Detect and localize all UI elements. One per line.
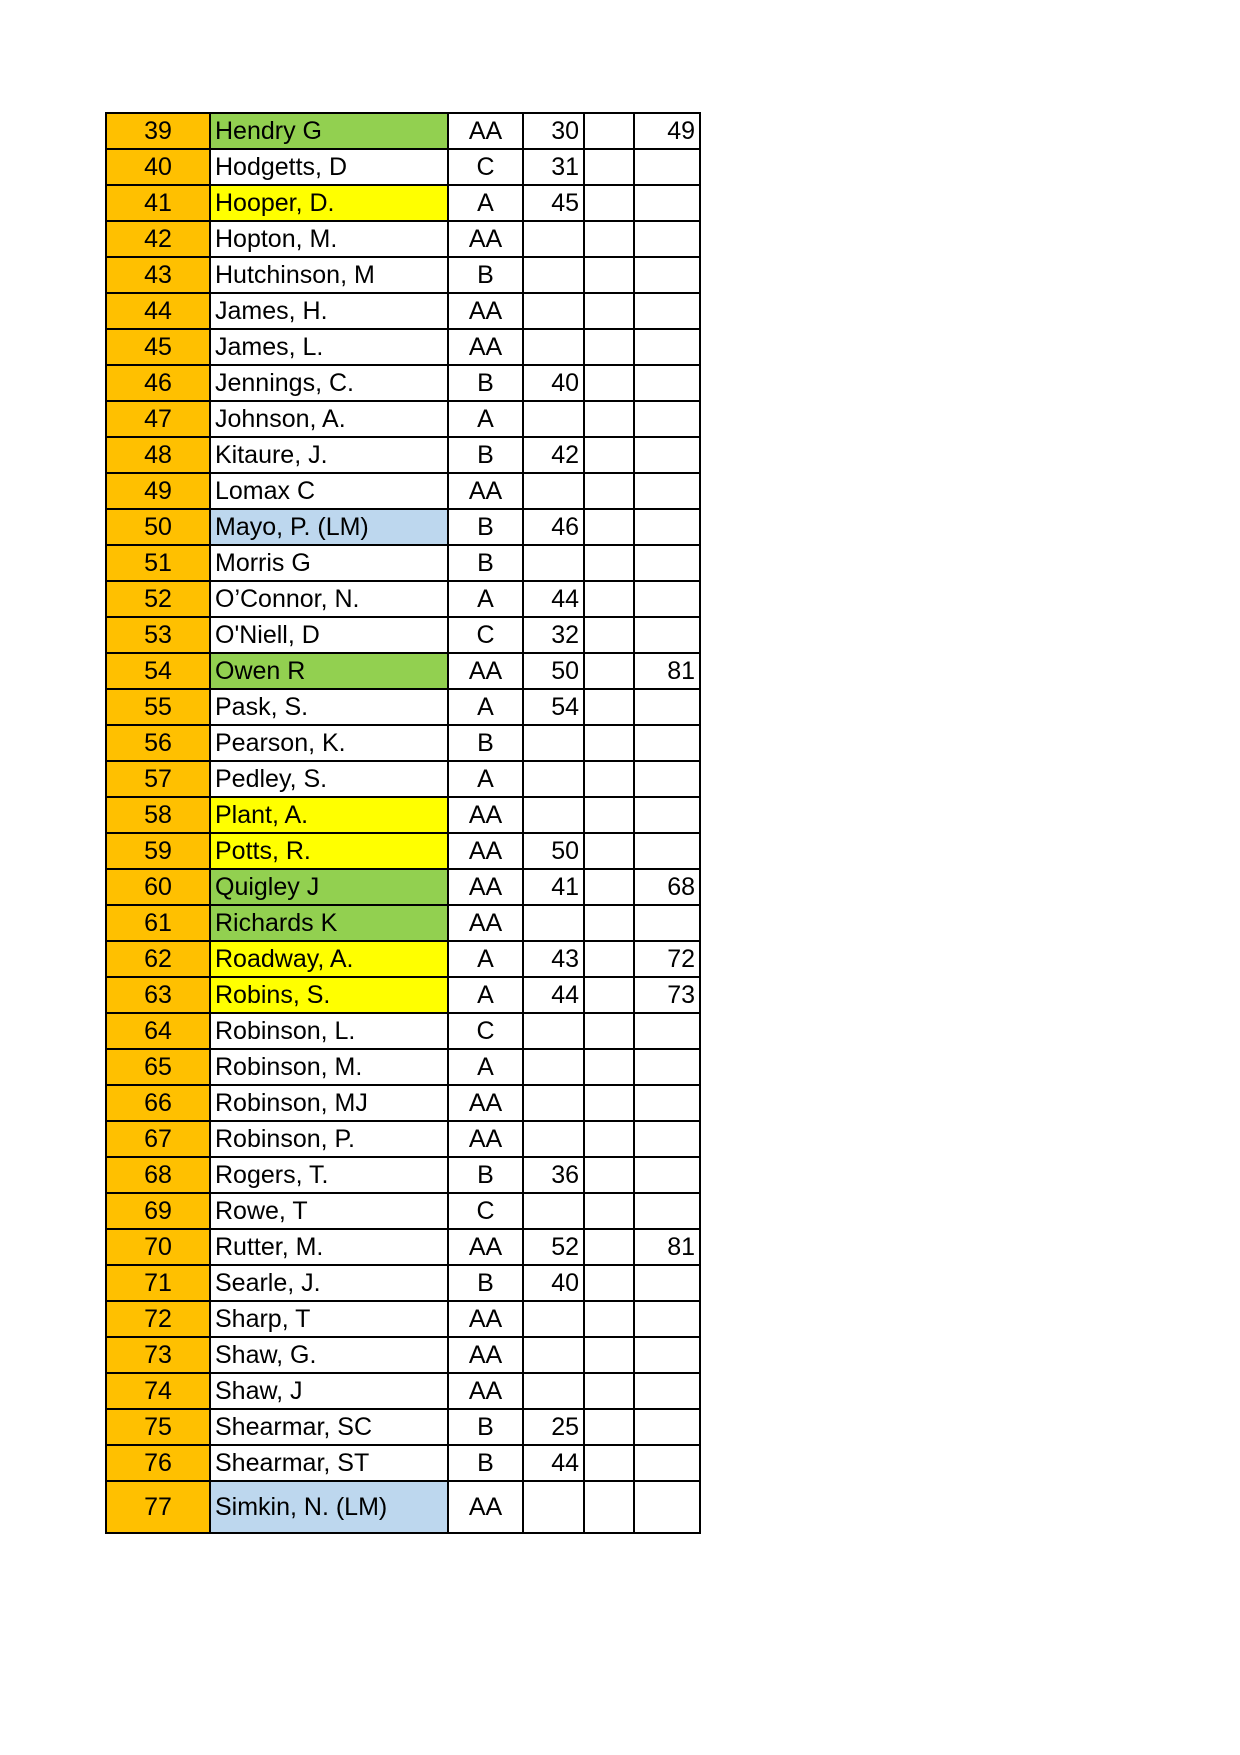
- member-name-cell[interactable]: Shearmar, ST: [210, 1445, 448, 1481]
- value-1-cell[interactable]: [523, 1373, 584, 1409]
- value-3-cell[interactable]: [634, 257, 700, 293]
- row-number-cell[interactable]: 57: [106, 761, 210, 797]
- value-2-cell[interactable]: [584, 905, 634, 941]
- row-number-cell[interactable]: 51: [106, 545, 210, 581]
- value-1-cell[interactable]: 54: [523, 689, 584, 725]
- grade-cell[interactable]: AA: [448, 653, 523, 689]
- value-3-cell[interactable]: [634, 833, 700, 869]
- grade-cell[interactable]: B: [448, 1265, 523, 1301]
- table-row: [106, 797, 700, 833]
- grade-cell[interactable]: A: [448, 185, 523, 221]
- value-1-cell[interactable]: [523, 1121, 584, 1157]
- row-number-cell[interactable]: 52: [106, 581, 210, 617]
- table-row: [106, 1409, 700, 1445]
- table-row: [106, 1157, 700, 1193]
- member-name-cell[interactable]: Pask, S.: [210, 689, 448, 725]
- value-3-cell[interactable]: [634, 1337, 700, 1373]
- member-name-cell[interactable]: Potts, R.: [210, 833, 448, 869]
- value-3-cell[interactable]: [634, 1373, 700, 1409]
- value-2-cell[interactable]: [584, 113, 634, 149]
- grade-cell[interactable]: B: [448, 1157, 523, 1193]
- value-3-cell[interactable]: [634, 509, 700, 545]
- member-name-cell[interactable]: Hopton, M.: [210, 221, 448, 257]
- grade-cell[interactable]: AA: [448, 1301, 523, 1337]
- member-name-cell[interactable]: Morris G: [210, 545, 448, 581]
- grade-cell[interactable]: AA: [448, 473, 523, 509]
- member-name-cell[interactable]: Robinson, M.: [210, 1049, 448, 1085]
- member-name-cell[interactable]: Hendry G: [210, 113, 448, 149]
- value-3-cell[interactable]: [634, 473, 700, 509]
- value-3-cell[interactable]: 81: [634, 1229, 700, 1265]
- value-1-cell[interactable]: [523, 1193, 584, 1229]
- value-2-cell[interactable]: [584, 293, 634, 329]
- table-row: [106, 257, 700, 293]
- value-1-cell[interactable]: 44: [523, 581, 584, 617]
- value-2-cell[interactable]: [584, 545, 634, 581]
- grade-cell[interactable]: A: [448, 1049, 523, 1085]
- row-number-cell[interactable]: 77: [106, 1481, 210, 1533]
- member-name-cell[interactable]: Robinson, MJ: [210, 1085, 448, 1121]
- member-name-cell[interactable]: Rowe, T: [210, 1193, 448, 1229]
- value-3-cell[interactable]: [634, 617, 700, 653]
- value-2-cell[interactable]: [584, 401, 634, 437]
- grade-cell[interactable]: AA: [448, 797, 523, 833]
- value-1-cell[interactable]: [523, 473, 584, 509]
- row-number-cell[interactable]: 76: [106, 1445, 210, 1481]
- row-number-cell[interactable]: 69: [106, 1193, 210, 1229]
- table-row: [106, 509, 700, 545]
- table-row: [106, 221, 700, 257]
- table-row: [106, 725, 700, 761]
- row-number-cell[interactable]: 73: [106, 1337, 210, 1373]
- value-3-cell[interactable]: [634, 1085, 700, 1121]
- member-name-cell[interactable]: Lomax C: [210, 473, 448, 509]
- value-1-cell[interactable]: [523, 1301, 584, 1337]
- value-2-cell[interactable]: [584, 509, 634, 545]
- value-1-cell[interactable]: [523, 545, 584, 581]
- table-row: [106, 149, 700, 185]
- value-2-cell[interactable]: [584, 1337, 634, 1373]
- table-row: [106, 581, 700, 617]
- grade-cell[interactable]: AA: [448, 1229, 523, 1265]
- member-name-cell[interactable]: Sharp, T: [210, 1301, 448, 1337]
- table-row: [106, 1301, 700, 1337]
- value-3-cell[interactable]: [634, 545, 700, 581]
- value-3-cell[interactable]: [634, 329, 700, 365]
- value-1-cell[interactable]: 50: [523, 653, 584, 689]
- value-1-cell[interactable]: [523, 401, 584, 437]
- grade-cell[interactable]: A: [448, 761, 523, 797]
- grade-cell[interactable]: AA: [448, 1373, 523, 1409]
- value-1-cell[interactable]: 46: [523, 509, 584, 545]
- grade-cell[interactable]: B: [448, 257, 523, 293]
- value-3-cell[interactable]: [634, 797, 700, 833]
- row-number-cell[interactable]: 44: [106, 293, 210, 329]
- value-3-cell[interactable]: [634, 761, 700, 797]
- row-number-cell[interactable]: 40: [106, 149, 210, 185]
- grade-cell[interactable]: AA: [448, 221, 523, 257]
- value-3-cell[interactable]: [634, 365, 700, 401]
- value-2-cell[interactable]: [584, 689, 634, 725]
- grade-cell[interactable]: B: [448, 725, 523, 761]
- value-1-cell[interactable]: 44: [523, 1445, 584, 1481]
- table-row: [106, 437, 700, 473]
- value-1-cell[interactable]: [523, 293, 584, 329]
- value-2-cell[interactable]: [584, 869, 634, 905]
- member-name-cell[interactable]: James, L.: [210, 329, 448, 365]
- grade-cell[interactable]: B: [448, 509, 523, 545]
- value-2-cell[interactable]: [584, 1013, 634, 1049]
- member-name-cell[interactable]: Roadway, A.: [210, 941, 448, 977]
- row-number-cell[interactable]: 54: [106, 653, 210, 689]
- table-row: [106, 1481, 700, 1533]
- grade-cell[interactable]: A: [448, 581, 523, 617]
- grade-cell[interactable]: A: [448, 977, 523, 1013]
- row-number-cell[interactable]: 64: [106, 1013, 210, 1049]
- value-3-cell[interactable]: 49: [634, 113, 700, 149]
- row-number-cell[interactable]: 74: [106, 1373, 210, 1409]
- grade-cell[interactable]: C: [448, 149, 523, 185]
- row-number-cell[interactable]: 72: [106, 1301, 210, 1337]
- row-number-cell[interactable]: 42: [106, 221, 210, 257]
- value-1-cell[interactable]: 31: [523, 149, 584, 185]
- row-number-cell[interactable]: 71: [106, 1265, 210, 1301]
- table-row: [106, 869, 700, 905]
- row-number-cell[interactable]: 46: [106, 365, 210, 401]
- value-1-cell[interactable]: [523, 329, 584, 365]
- member-name-cell[interactable]: Rutter, M.: [210, 1229, 448, 1265]
- value-1-cell[interactable]: 44: [523, 977, 584, 1013]
- value-2-cell[interactable]: [584, 725, 634, 761]
- value-2-cell[interactable]: [584, 761, 634, 797]
- value-2-cell[interactable]: [584, 1265, 634, 1301]
- value-2-cell[interactable]: [584, 1373, 634, 1409]
- value-3-cell[interactable]: [634, 401, 700, 437]
- grade-cell[interactable]: AA: [448, 329, 523, 365]
- grade-cell[interactable]: B: [448, 1445, 523, 1481]
- table-row: [106, 1265, 700, 1301]
- member-name-cell[interactable]: Shearmar, SC: [210, 1409, 448, 1445]
- table-row: [106, 329, 700, 365]
- value-1-cell[interactable]: [523, 905, 584, 941]
- value-1-cell[interactable]: 50: [523, 833, 584, 869]
- value-3-cell[interactable]: 68: [634, 869, 700, 905]
- table-row: [106, 653, 700, 689]
- member-name-cell[interactable]: Jennings, C.: [210, 365, 448, 401]
- table-row: [106, 185, 700, 221]
- grade-cell[interactable]: AA: [448, 1121, 523, 1157]
- value-2-cell[interactable]: [584, 653, 634, 689]
- table-row: [106, 689, 700, 725]
- grade-cell[interactable]: C: [448, 1193, 523, 1229]
- grade-cell[interactable]: B: [448, 1409, 523, 1445]
- value-1-cell[interactable]: [523, 1013, 584, 1049]
- member-name-cell[interactable]: Rogers, T.: [210, 1157, 448, 1193]
- value-3-cell[interactable]: 73: [634, 977, 700, 1013]
- member-name-cell[interactable]: Richards K: [210, 905, 448, 941]
- member-name-cell[interactable]: Robins, S.: [210, 977, 448, 1013]
- grade-cell[interactable]: AA: [448, 869, 523, 905]
- row-number-cell[interactable]: 65: [106, 1049, 210, 1085]
- member-name-cell[interactable]: James, H.: [210, 293, 448, 329]
- member-name-cell[interactable]: Johnson, A.: [210, 401, 448, 437]
- row-number-cell[interactable]: 60: [106, 869, 210, 905]
- value-3-cell[interactable]: [634, 1301, 700, 1337]
- value-1-cell[interactable]: 36: [523, 1157, 584, 1193]
- value-1-cell[interactable]: 30: [523, 113, 584, 149]
- value-2-cell[interactable]: [584, 1301, 634, 1337]
- member-name-cell[interactable]: Plant, A.: [210, 797, 448, 833]
- value-3-cell[interactable]: [634, 293, 700, 329]
- value-3-cell[interactable]: [634, 1121, 700, 1157]
- row-number-cell[interactable]: 62: [106, 941, 210, 977]
- value-3-cell[interactable]: [634, 689, 700, 725]
- row-number-cell[interactable]: 47: [106, 401, 210, 437]
- grade-cell[interactable]: B: [448, 437, 523, 473]
- row-number-cell[interactable]: 70: [106, 1229, 210, 1265]
- grade-cell[interactable]: A: [448, 941, 523, 977]
- value-1-cell[interactable]: 52: [523, 1229, 584, 1265]
- value-1-cell[interactable]: [523, 797, 584, 833]
- row-number-cell[interactable]: 61: [106, 905, 210, 941]
- row-number-cell[interactable]: 48: [106, 437, 210, 473]
- value-2-cell[interactable]: [584, 1409, 634, 1445]
- value-3-cell[interactable]: [634, 1013, 700, 1049]
- table-row: [106, 1013, 700, 1049]
- grade-cell[interactable]: A: [448, 401, 523, 437]
- value-2-cell[interactable]: [584, 1049, 634, 1085]
- row-number-cell[interactable]: 43: [106, 257, 210, 293]
- member-name-cell[interactable]: Robinson, P.: [210, 1121, 448, 1157]
- value-2-cell[interactable]: [584, 1229, 634, 1265]
- value-1-cell[interactable]: 41: [523, 869, 584, 905]
- member-name-cell[interactable]: Kitaure, J.: [210, 437, 448, 473]
- grade-cell[interactable]: AA: [448, 113, 523, 149]
- value-2-cell[interactable]: [584, 1445, 634, 1481]
- grade-cell[interactable]: C: [448, 1013, 523, 1049]
- value-2-cell[interactable]: [584, 1121, 634, 1157]
- value-3-cell[interactable]: [634, 221, 700, 257]
- member-name-cell[interactable]: Hutchinson, M: [210, 257, 448, 293]
- value-1-cell[interactable]: 45: [523, 185, 584, 221]
- value-3-cell[interactable]: [634, 1481, 700, 1533]
- row-number-cell[interactable]: 58: [106, 797, 210, 833]
- value-2-cell[interactable]: [584, 1157, 634, 1193]
- value-3-cell[interactable]: [634, 1193, 700, 1229]
- grade-cell[interactable]: AA: [448, 905, 523, 941]
- value-1-cell[interactable]: 40: [523, 365, 584, 401]
- value-3-cell[interactable]: [634, 581, 700, 617]
- value-3-cell[interactable]: [634, 905, 700, 941]
- value-2-cell[interactable]: [584, 1481, 634, 1533]
- table-row: [106, 977, 700, 1013]
- value-2-cell[interactable]: [584, 329, 634, 365]
- table-row: [106, 1193, 700, 1229]
- value-2-cell[interactable]: [584, 833, 634, 869]
- grade-cell[interactable]: AA: [448, 833, 523, 869]
- row-number-cell[interactable]: 75: [106, 1409, 210, 1445]
- value-1-cell[interactable]: 42: [523, 437, 584, 473]
- table-row: [106, 905, 700, 941]
- table-row: [106, 1337, 700, 1373]
- value-2-cell[interactable]: [584, 473, 634, 509]
- grade-cell[interactable]: AA: [448, 1481, 523, 1533]
- value-1-cell[interactable]: [523, 1085, 584, 1121]
- value-3-cell[interactable]: 81: [634, 653, 700, 689]
- table-row: [106, 617, 700, 653]
- member-name-cell[interactable]: Shaw, G.: [210, 1337, 448, 1373]
- member-name-cell[interactable]: Pearson, K.: [210, 725, 448, 761]
- table-row: [106, 545, 700, 581]
- value-2-cell[interactable]: [584, 185, 634, 221]
- row-number-cell[interactable]: 50: [106, 509, 210, 545]
- member-name-cell[interactable]: Simkin, N. (LM): [210, 1481, 448, 1533]
- value-2-cell[interactable]: [584, 437, 634, 473]
- value-3-cell[interactable]: [634, 185, 700, 221]
- row-number-cell[interactable]: 59: [106, 833, 210, 869]
- value-1-cell[interactable]: [523, 725, 584, 761]
- row-number-cell[interactable]: 41: [106, 185, 210, 221]
- row-number-cell[interactable]: 49: [106, 473, 210, 509]
- member-name-cell[interactable]: Owen R: [210, 653, 448, 689]
- member-name-cell[interactable]: Quigley J: [210, 869, 448, 905]
- member-name-cell[interactable]: Hooper, D.: [210, 185, 448, 221]
- value-2-cell[interactable]: [584, 149, 634, 185]
- value-1-cell[interactable]: [523, 257, 584, 293]
- row-number-cell[interactable]: 39: [106, 113, 210, 149]
- value-1-cell[interactable]: 40: [523, 1265, 584, 1301]
- grade-cell[interactable]: A: [448, 689, 523, 725]
- value-1-cell[interactable]: 32: [523, 617, 584, 653]
- value-3-cell[interactable]: 72: [634, 941, 700, 977]
- value-2-cell[interactable]: [584, 797, 634, 833]
- member-name-cell[interactable]: Searle, J.: [210, 1265, 448, 1301]
- table-row: [106, 1049, 700, 1085]
- member-name-cell[interactable]: O'Niell, D: [210, 617, 448, 653]
- grade-cell[interactable]: AA: [448, 293, 523, 329]
- member-table: [105, 112, 701, 1534]
- table-row: [106, 1229, 700, 1265]
- table-row: [106, 113, 700, 149]
- value-2-cell[interactable]: [584, 257, 634, 293]
- value-2-cell[interactable]: [584, 977, 634, 1013]
- value-1-cell[interactable]: 43: [523, 941, 584, 977]
- value-1-cell[interactable]: [523, 221, 584, 257]
- table-row: [106, 365, 700, 401]
- table-row: [106, 761, 700, 797]
- member-name-cell[interactable]: Shaw, J: [210, 1373, 448, 1409]
- value-2-cell[interactable]: [584, 1085, 634, 1121]
- row-number-cell[interactable]: 55: [106, 689, 210, 725]
- grade-cell[interactable]: B: [448, 545, 523, 581]
- row-number-cell[interactable]: 67: [106, 1121, 210, 1157]
- row-number-cell[interactable]: 68: [106, 1157, 210, 1193]
- value-3-cell[interactable]: [634, 725, 700, 761]
- row-number-cell[interactable]: 53: [106, 617, 210, 653]
- grade-cell[interactable]: AA: [448, 1085, 523, 1121]
- table-row: [106, 1373, 700, 1409]
- value-2-cell[interactable]: [584, 617, 634, 653]
- table-row: [106, 1085, 700, 1121]
- value-1-cell[interactable]: [523, 1481, 584, 1533]
- table-row: [106, 293, 700, 329]
- row-number-cell[interactable]: 56: [106, 725, 210, 761]
- grade-cell[interactable]: C: [448, 617, 523, 653]
- value-3-cell[interactable]: [634, 437, 700, 473]
- value-3-cell[interactable]: [634, 1409, 700, 1445]
- value-2-cell[interactable]: [584, 1193, 634, 1229]
- table-row: [106, 941, 700, 977]
- table-row: [106, 473, 700, 509]
- member-name-cell[interactable]: Mayo, P. (LM): [210, 509, 448, 545]
- member-name-cell[interactable]: Hodgetts, D: [210, 149, 448, 185]
- value-3-cell[interactable]: [634, 1157, 700, 1193]
- value-1-cell[interactable]: 25: [523, 1409, 584, 1445]
- value-2-cell[interactable]: [584, 365, 634, 401]
- row-number-cell[interactable]: 66: [106, 1085, 210, 1121]
- grade-cell[interactable]: B: [448, 365, 523, 401]
- value-3-cell[interactable]: [634, 1265, 700, 1301]
- member-name-cell[interactable]: Pedley, S.: [210, 761, 448, 797]
- value-1-cell[interactable]: [523, 761, 584, 797]
- value-2-cell[interactable]: [584, 221, 634, 257]
- value-1-cell[interactable]: [523, 1049, 584, 1085]
- value-3-cell[interactable]: [634, 1445, 700, 1481]
- member-name-cell[interactable]: Robinson, L.: [210, 1013, 448, 1049]
- value-2-cell[interactable]: [584, 941, 634, 977]
- member-name-cell[interactable]: O’Connor, N.: [210, 581, 448, 617]
- value-3-cell[interactable]: [634, 149, 700, 185]
- table-row: [106, 1445, 700, 1481]
- table-body: [106, 113, 700, 1533]
- row-number-cell[interactable]: 63: [106, 977, 210, 1013]
- table-row: [106, 833, 700, 869]
- value-2-cell[interactable]: [584, 581, 634, 617]
- value-3-cell[interactable]: [634, 1049, 700, 1085]
- table-row: [106, 401, 700, 437]
- value-1-cell[interactable]: [523, 1337, 584, 1373]
- grade-cell[interactable]: AA: [448, 1337, 523, 1373]
- table-row: [106, 1121, 700, 1157]
- row-number-cell[interactable]: 45: [106, 329, 210, 365]
